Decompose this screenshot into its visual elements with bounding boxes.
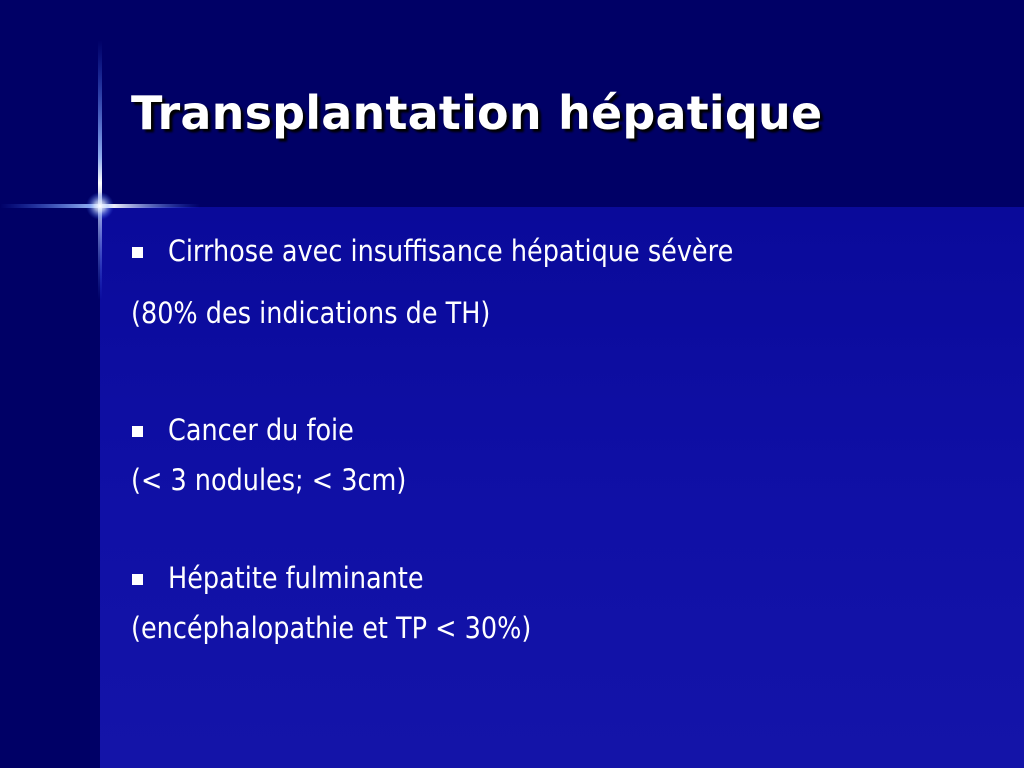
bullet-marker	[132, 574, 143, 585]
bullet-marker	[132, 426, 143, 437]
bullet-detail-cancer: (< 3 nodules; < 3cm)	[131, 463, 407, 497]
bullet-detail-hepatite: (encéphalopathie et TP < 30%)	[131, 611, 532, 645]
bullet-item-cirrhose: Cirrhose avec insuffisance hépatique sévère	[168, 234, 734, 268]
bullet-marker	[132, 247, 143, 258]
left-band	[0, 0, 100, 768]
bullet-item-hepatite: Hépatite fulminante	[168, 561, 424, 595]
bullet-detail-cirrhose: (80% des indications de TH)	[131, 296, 491, 330]
slide-title: Transplantation hépatique	[131, 86, 823, 140]
bullet-item-cancer: Cancer du foie	[168, 413, 354, 447]
